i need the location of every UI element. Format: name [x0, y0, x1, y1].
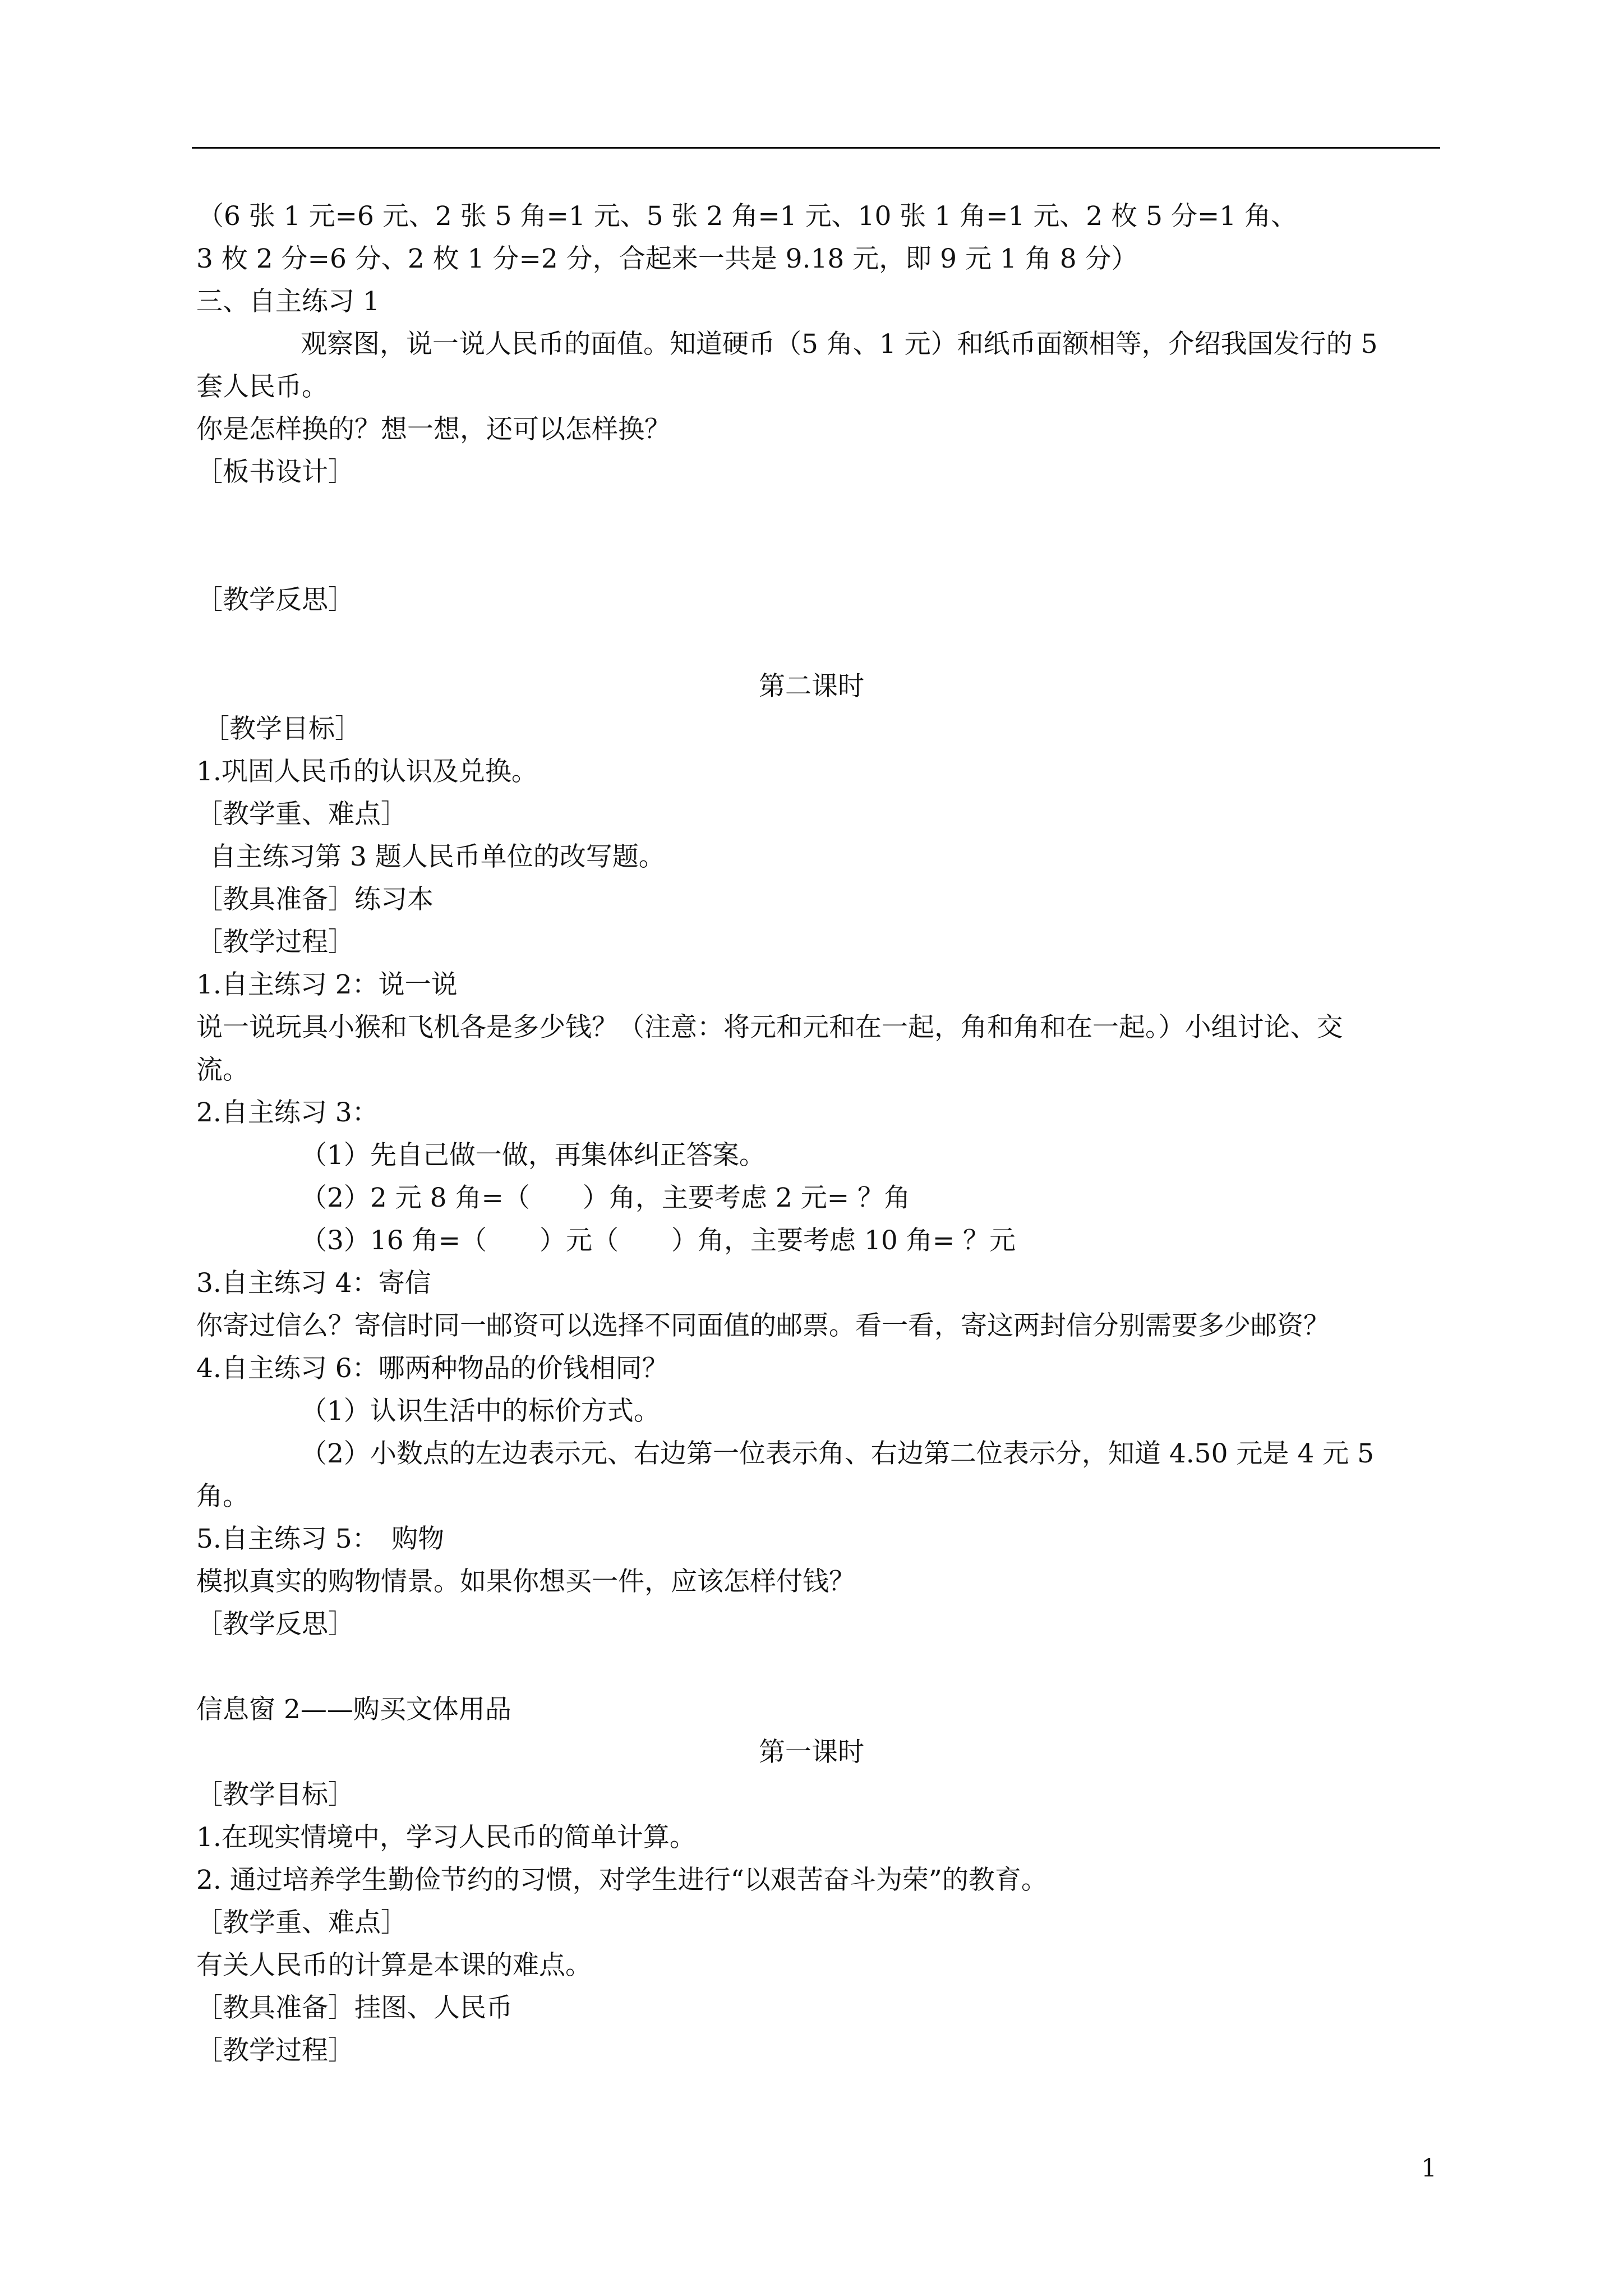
- text-line: 4.自主练习 6：哪两种物品的价钱相同？: [196, 1353, 668, 1384]
- section-heading: 信息窗 2——购买文体用品: [196, 1694, 511, 1725]
- text-line: （1）认识生活中的标价方式。: [301, 1396, 660, 1427]
- bracket-heading: ［板书设计］: [196, 457, 354, 487]
- section-heading: 三、自主练习 1: [196, 286, 380, 317]
- bracket-heading: ［教具准备］挂图、人民币: [196, 1993, 513, 2023]
- bracket-heading: ［教学重、难点］: [196, 1907, 407, 1938]
- bracket-heading: ［教学过程］: [196, 927, 354, 958]
- bracket-heading: ［教学反思］: [196, 585, 354, 615]
- text-line: 角。: [196, 1481, 249, 1512]
- text-line: 1.自主练习 2：说一说: [196, 969, 458, 1000]
- text-line: 你寄过信么？寄信时同一邮资可以选择不同面值的邮票。看一看，寄这两封信分别需要多少邮资？: [196, 1310, 1330, 1341]
- text-line: 1.巩固人民币的认识及兑换。: [196, 756, 538, 787]
- text-line: 2.自主练习 3：: [196, 1097, 379, 1128]
- text-line: （3）16 角=（ ）元（ ）角，主要考虑 10 角= ？元: [301, 1225, 1016, 1256]
- text-line: （6 张 1 元=6 元、2 张 5 角=1 元、5 张 2 角=1 元、10 张 1 角=1 元、2 枚 5 分=1 角、: [197, 201, 1298, 232]
- lesson-title: 第二课时: [759, 671, 864, 702]
- text-line: 套人民币。: [196, 371, 328, 402]
- bracket-heading: ［教学过程］: [196, 2035, 354, 2066]
- text-line: 3 枚 2 分=6 分、2 枚 1 分=2 分，合起来一共是 9.18 元，即 9 元 1 角 8 分）: [196, 243, 1138, 274]
- text-line: 有关人民币的计算是本课的难点。: [196, 1950, 592, 1981]
- text-line: 你是怎样换的？想一想，还可以怎样换？: [196, 414, 671, 445]
- text-line: 观察图，说一说人民币的面值。知道硬币（5 角、1 元）和纸币面额相等，介绍我国发行的 5: [301, 329, 1378, 360]
- text-line: 流。: [196, 1055, 249, 1085]
- text-line: （2）小数点的左边表示元、右边第一位表示角、右边第二位表示分，知道 4.50 元是 4 元 5: [301, 1438, 1375, 1469]
- text-line: 模拟真实的购物情景。如果你想买一件，应该怎样付钱？: [196, 1566, 855, 1597]
- text-line: 自主练习第 3 题人民币单位的改写题。: [210, 841, 665, 872]
- bracket-heading: ［教学重、难点］: [196, 799, 407, 830]
- page-number: 1: [1421, 2154, 1437, 2183]
- bracket-heading: ［教学目标］: [203, 714, 361, 744]
- text-line: 1.在现实情境中，学习人民币的简单计算。: [196, 1822, 696, 1853]
- bracket-heading: ［教学反思］: [196, 1609, 354, 1640]
- text-line: （2）2 元 8 角=（ ）角，主要考虑 2 元= ？角: [301, 1182, 911, 1213]
- bracket-heading: ［教学目标］: [196, 1779, 354, 1810]
- text-line: 说一说玩具小猴和飞机各是多少钱？（注意：将元和元和在一起，角和角和在一起。）小组讨论、交: [196, 1012, 1343, 1043]
- text-line: 3.自主练习 4：寄信: [196, 1268, 431, 1299]
- header-rule: [192, 147, 1440, 149]
- bracket-heading: ［教具准备］练习本: [196, 884, 434, 915]
- text-line: 2. 通过培养学生勤俭节约的习惯，对学生进行“以艰苦奋斗为荣”的教育。: [196, 1865, 1048, 1895]
- text-line: 5.自主练习 5： 购物: [196, 1524, 445, 1554]
- text-line: （1）先自己做一做，再集体纠正答案。: [301, 1140, 766, 1171]
- lesson-title: 第一课时: [759, 1737, 864, 1768]
